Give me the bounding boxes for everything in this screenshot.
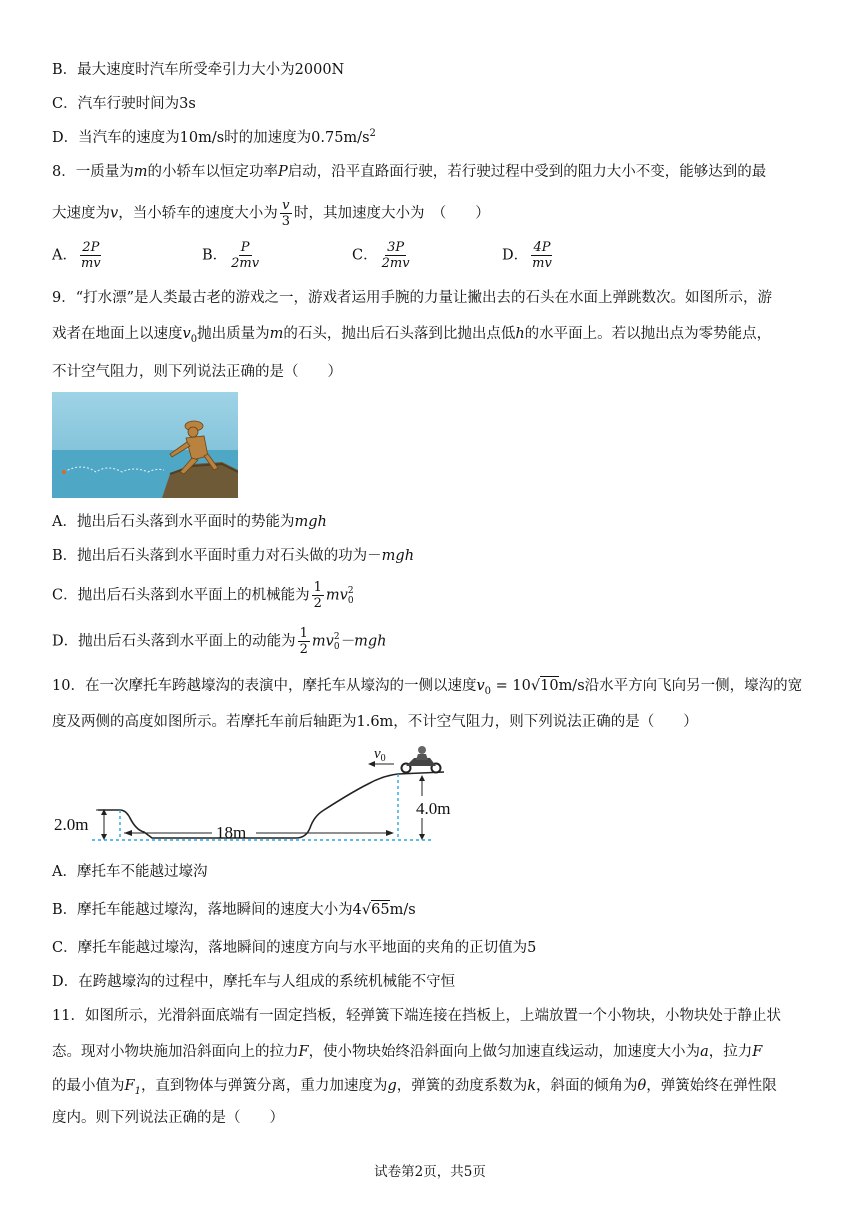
- q7-option-c: C．汽车行驶时间为3s: [52, 96, 196, 112]
- q10-stem-line1: 10．在一次摩托车跨越壕沟的表演中，摩托车从壕沟的一侧以速度$v_0 = 10√10m/s$沿水平方向飞向另一侧，壕沟的宽: [52, 678, 803, 697]
- q11-stem-line3: 的最小值为$F_1$，直到物体与弹簧分离，重力加速度为g，弹簧的劲度系数为k，斜面的倾角为θ，弹簧始终在弹性限: [52, 1078, 777, 1097]
- q10-option-b: B．摩托车能越过壕沟，落地瞬间的速度大小为4√65m/s: [52, 902, 416, 918]
- q9-option-a: A．抛出后石头落到水平面时的势能为mgh: [52, 514, 327, 530]
- left-height-label: 2.0m: [54, 815, 89, 834]
- velocity-label: $v_0$: [374, 746, 386, 764]
- q10-stem-line2: 度及两侧的高度如图所示。若摩托车前后轴距为1.6m，不计空气阻力，则下列说法正确的是（ ）: [52, 714, 698, 730]
- right-height-label: 4.0m: [416, 799, 451, 818]
- q11-stem-line2: 态。现对小物块施加沿斜面向上的拉力F，使小物块始终沿斜面向上做匀加速直线运动，加速度大小为a，拉力F: [52, 1044, 763, 1060]
- q9-option-c: C．抛出后石头落到水平面上的机械能为 $\frac{1}{2}$ mv 2 0: [52, 580, 354, 611]
- q8-stem-line1: 8．一质量为m的小轿车以恒定功率P启动，沿平直路面行驶，若行驶过程中受到的阻力大小不变，能够达到的最: [52, 164, 767, 180]
- q8-option-a: A． $\frac{2P}{mv}$: [52, 240, 101, 271]
- q8-option-c: C． $\frac{3P}{2mv}$: [352, 240, 410, 271]
- q9-stem-line2: 戏者在地面上以速度$v_0$抛出质量为m的石头，抛出后石头落到比抛出点低h的水平面上。若以抛出点为零势能点，: [52, 326, 772, 345]
- page-footer: 试卷第2页，共5页: [374, 1164, 486, 1180]
- motorcycle-icon: [402, 746, 441, 773]
- q8-fraction: $\frac{v}{3}$: [281, 198, 290, 229]
- q9-option-d: D．抛出后石头落到水平面上的动能为 $\frac{1}{2}$ mv 2 0 －mgh: [52, 626, 387, 657]
- q7-option-d: D．当汽车的速度为10m/s时的加速度为$0.75m/s^2$: [52, 128, 376, 146]
- q8-stem-line2: 大速度为v，当小轿车的速度大小为 $\frac{v}{3}$ 时，其加速度大小为 （ ）: [52, 198, 490, 229]
- q10-option-c: C．摩托车能越过壕沟，落地瞬间的速度方向与水平地面的夹角的正切值为5: [52, 940, 537, 956]
- q9-stem-line3: 不计空气阻力，则下列说法正确的是（ ）: [52, 364, 342, 380]
- q11-stem-line4: 度内。则下列说法正确的是（ ）: [52, 1110, 284, 1126]
- q8-option-b: B． $\frac{P}{2mv}$: [202, 240, 260, 271]
- q10-option-d: D．在跨越壕沟的过程中，摩托车与人组成的系统机械能不守恒: [52, 974, 456, 990]
- ditch-diagram: [52, 742, 472, 854]
- q7-option-b: B．最大速度时汽车所受牵引力大小为2000N: [52, 62, 345, 78]
- width-label: 18m: [216, 823, 247, 842]
- ground-profile: [98, 772, 444, 838]
- q8-option-d: D． $\frac{4P}{mv}$: [502, 240, 552, 271]
- q9-stem-line1: 9．“打水漂”是人类最古老的游戏之一，游戏者运用手腕的力量让撇出去的石头在水面上弹跳数次。如图所示，游: [52, 290, 773, 306]
- q11-stem-line1: 11．如图所示，光滑斜面底端有一固定挡板，轻弹簧下端连接在挡板上，上端放置一个小物块，小物块处于静止状: [52, 1008, 781, 1024]
- q8-options: [52, 240, 812, 274]
- q9-option-b: B．抛出后石头落到水平面时重力对石头做的功为－mgh: [52, 548, 415, 564]
- stone-skipping-photo: [52, 392, 238, 498]
- q10-option-a: A．摩托车不能越过壕沟: [52, 864, 208, 880]
